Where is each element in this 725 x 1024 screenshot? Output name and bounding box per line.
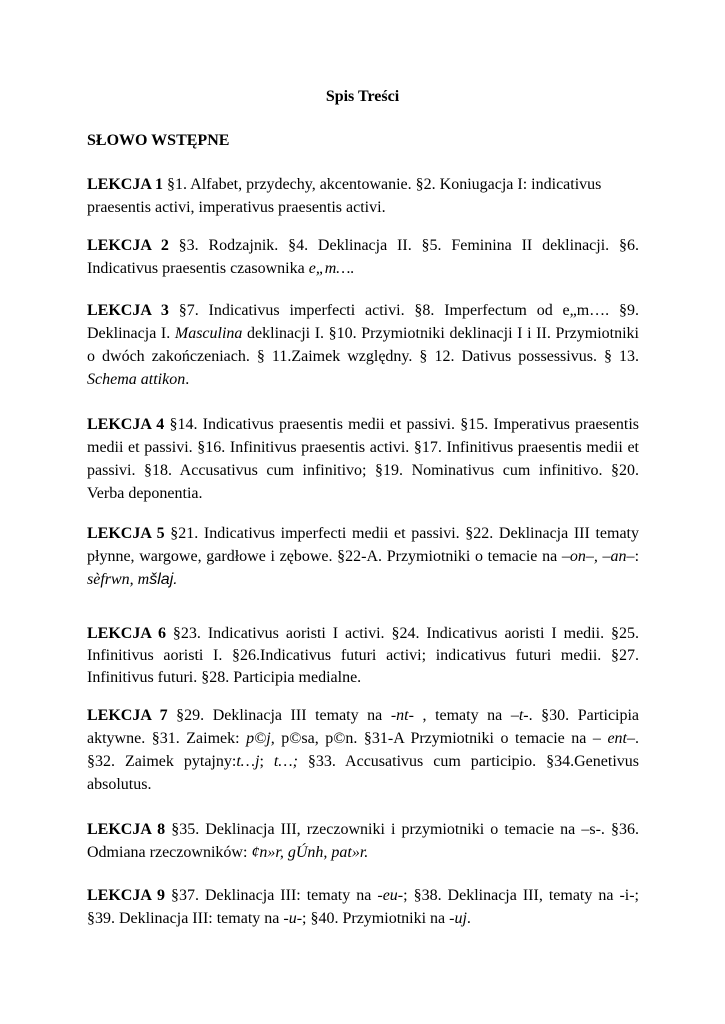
lesson-entry-8	[87, 818, 639, 864]
lesson-label: LEKCJA 6	[87, 625, 166, 642]
lesson-text: §7. Indicativus imperfecti activi. §8. Imperfectum od e„m…. §9. Deklinacja I.	[87, 302, 640, 342]
lesson-text: §14. Indicativus praesentis medii et passivi. §15. Imperativus praesentis medii et passivi. §16. Infinitivus praesentis activi. §17. Infinitivus praesentis medii et passivi. §18. Accusativus cum infinitivo; §19. Nominativus cum infinitivo. §20. Verba deponentia.	[87, 416, 640, 502]
lesson-entry-4	[87, 413, 639, 505]
preface-heading: SŁOWO WSTĘPNE	[87, 132, 230, 149]
lesson-label: LEKCJA 2	[87, 237, 169, 254]
lesson-text: §3. Rodzajnik. §4. Deklinacja II. §5. Feminina II deklinacji. §6. Indicativus praesentis czasownika	[87, 237, 639, 277]
lesson-text-italic: t…;	[273, 753, 298, 770]
lesson-entry-2	[87, 234, 639, 280]
lesson-text-italic: p©j,	[246, 730, 275, 747]
lesson-text-italic: ent–	[607, 730, 635, 747]
lesson-entry-7	[87, 704, 639, 796]
lesson-text-italic: -u-	[283, 910, 303, 927]
lesson-entry-5	[87, 522, 639, 591]
lesson-text: ; §38. Deklinacja III, tematy na -i-; §39. Deklinacja III: tematy na	[87, 887, 640, 927]
lesson-text: ;	[259, 753, 274, 770]
lesson-text: §35. Deklinacja III, rzeczowniki i przymiotniki o temacie na –s-. §36. Odmiana rzeczowników:	[87, 821, 640, 861]
lesson-label: LEKCJA 3	[87, 302, 169, 319]
lesson-label: LEKCJA 9	[87, 887, 166, 904]
lesson-text: . §30. Participia aktywne. §31. Zaimek:	[87, 707, 640, 747]
lesson-text-italic: sèfrwn, m	[87, 571, 150, 588]
lesson-text: §37. Deklinacja III: tematy na	[165, 887, 378, 904]
lesson-text: deklinacji I. §10. Przymiotniki deklinacji I i II. Przymiotniki o dwóch zakończeniach. § 11.Zaimek względny. § 12. Dativus possessivus. § 13.	[87, 325, 639, 365]
lesson-text-italic: e„m….	[308, 260, 355, 277]
lesson-text: §29. Deklinacja III tematy na	[167, 707, 391, 724]
lesson-text: ; §40. Przymiotniki na	[302, 910, 450, 927]
lesson-text: .	[466, 910, 471, 927]
lesson-label: LEKCJA 1	[87, 176, 164, 193]
lesson-text-italic: -uj	[449, 910, 467, 927]
lesson-text-italic: t…j	[236, 753, 260, 770]
lesson-text-italic: –on–, –an–	[561, 548, 635, 565]
lesson-text-italic: –t-	[510, 707, 529, 724]
page-title: Spis Treści	[325, 88, 400, 105]
lesson-text: . §32. Zaimek pytajny:	[87, 730, 639, 770]
lesson-text: §21. Indicativus imperfecti medii et passivi. §22. Deklinacja III tematy płynne, wargowe, gardłowe i zębowe. §22-A. Przymiotniki o temacie na	[87, 525, 640, 565]
lesson-entry-9	[87, 884, 639, 930]
lesson-text: p©sa, p©n. §31-A Przymiotniki o temacie na –	[274, 730, 608, 747]
lesson-label: LEKCJA 8	[87, 821, 166, 838]
lesson-label: LEKCJA 4	[87, 416, 165, 433]
lesson-text: .	[185, 371, 190, 388]
lesson-label: LEKCJA 5	[87, 525, 165, 542]
lesson-text-italic: Masculina	[174, 325, 243, 342]
lesson-text: §23. Indicativus aoristi I activi. §24. Indicativus aoristi I medii. §25. Infinitivus aoristi I. §26.Indicativus futuri activi; indicativus futuri medii. §27. Infinitivus futuri. §28. Participia medialne.	[87, 625, 639, 686]
lesson-entry-6	[87, 623, 639, 689]
lesson-text-italic: Schema attikon	[87, 371, 186, 388]
lesson-text: §1. Alfabet, przydechy, akcentowanie. §2. Koniugacja I: indicativus praesentis activi, imperativus praesentis activi.	[87, 176, 602, 216]
lesson-text: , tematy na	[413, 707, 511, 724]
lesson-text-italic: -eu-	[377, 887, 404, 904]
lesson-text-sans: šlaj.	[149, 571, 178, 588]
lesson-text: §33. Accusativus cum participio. §34.Genetivus absolutus.	[87, 753, 639, 793]
lesson-label: LEKCJA 7	[87, 707, 168, 724]
lesson-entry-1	[87, 173, 639, 219]
lesson-text: :	[634, 548, 640, 565]
lesson-text-italic: ¢n»r, gÚnh, pat»r.	[251, 844, 369, 861]
lesson-text-italic: -nt-	[390, 707, 414, 724]
lesson-entry-3	[87, 299, 639, 391]
